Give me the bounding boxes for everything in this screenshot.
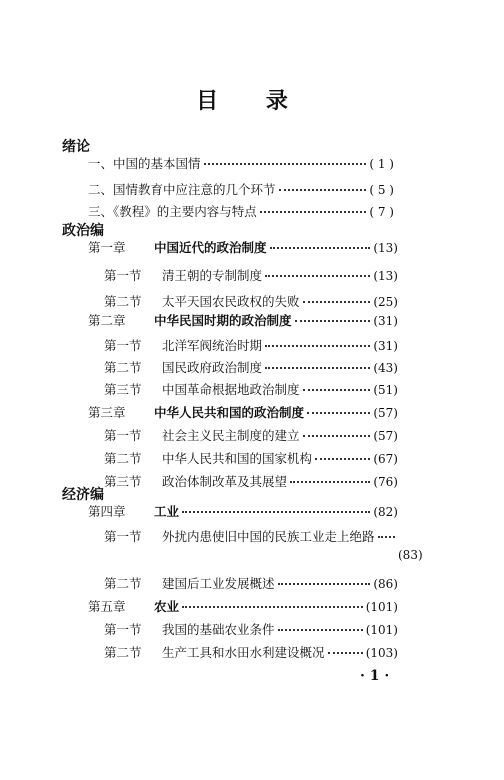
toc-page-number: ( 5 ): [369, 183, 394, 197]
dot-leader: [182, 511, 370, 513]
toc-entry-title: 生产工具和水田水利建设概况: [162, 645, 325, 660]
toc-entry-label: 第三章: [88, 405, 126, 420]
toc-entry-label: 第二节: [104, 451, 142, 466]
toc-page-number: (13): [373, 241, 398, 255]
dot-leader: [260, 211, 367, 213]
toc-entry-label: 第四章: [88, 504, 126, 519]
toc-page-number: (13): [373, 269, 398, 283]
dot-leader: [303, 301, 371, 303]
toc-entry-title: 中华人民共和国的政治制度: [154, 405, 305, 420]
toc-page-number: ( 1 ): [369, 157, 394, 171]
toc-entry-title: 中华民国时期的政治制度: [154, 313, 292, 328]
toc-chapter-entry: [88, 311, 398, 329]
toc-entry-title: 外扰内患使旧中国的民族工业走上绝路: [162, 529, 375, 544]
toc-entry-title: 工业: [154, 504, 180, 519]
toc-page-number: (25): [373, 295, 398, 309]
toc-entry: [88, 202, 394, 220]
section-heading-economy: 经济编: [62, 487, 104, 503]
toc-page-number: (57): [373, 406, 398, 420]
section-heading-intro: 绪论: [62, 139, 90, 155]
toc-entry-title: 政治体制改革及其展望: [162, 474, 288, 489]
toc-entry: [88, 154, 394, 172]
dot-leader: [307, 412, 370, 414]
toc-entry-title: 社会主义民主制度的建立: [162, 428, 300, 443]
toc-section-entry: [104, 266, 398, 284]
toc-entry-label: 第一节: [104, 529, 142, 544]
toc-section-entry: [104, 620, 398, 638]
toc-page-number: (103): [365, 646, 398, 660]
toc-entry-title: 国民政府政治制度: [162, 360, 263, 375]
toc-page-number: (43): [373, 361, 398, 375]
toc-section-entry: [104, 449, 398, 467]
page-title: 目 录: [196, 89, 308, 114]
dot-leader: [278, 629, 363, 631]
dot-leader: [315, 458, 370, 460]
toc-entry-label: 第二节: [104, 576, 142, 591]
toc-entry-title: 我国的基础农业条件: [162, 622, 275, 637]
dot-leader: [303, 389, 371, 391]
toc-entry-label: 第二节: [104, 360, 142, 375]
dot-leader: [182, 606, 363, 608]
toc-page-number: (31): [373, 339, 398, 353]
toc-entry-label: 第五章: [88, 599, 126, 614]
dot-leader: [265, 275, 370, 277]
dot-leader: [265, 345, 370, 347]
toc-section-entry: [104, 472, 398, 490]
toc-page-number: (31): [373, 314, 398, 328]
toc-section-entry: [104, 336, 398, 354]
toc-entry-label: 第二章: [88, 313, 126, 328]
dot-leader: [378, 536, 395, 538]
dot-leader: [295, 320, 371, 322]
toc-entry-title: 中国近代的政治制度: [154, 240, 267, 255]
toc-entry-label: 第一章: [88, 240, 126, 255]
page-folio: · 1 ·: [360, 668, 390, 684]
toc-page-number: (67): [373, 452, 398, 466]
toc-section-entry: [104, 380, 398, 398]
toc-entry-label: 第一节: [104, 338, 142, 353]
toc-page-number: (57): [373, 429, 398, 443]
toc-section-entry: [104, 527, 398, 545]
toc-section-entry: [104, 358, 398, 376]
toc-continuation-page-number: (83): [398, 548, 423, 562]
dot-leader: [290, 481, 370, 483]
toc-entry-title: 太平天国农民政权的失败: [162, 294, 300, 309]
toc-entry-title: 中华人民共和国的国家机构: [162, 451, 313, 466]
dot-leader: [270, 247, 371, 249]
toc-chapter-entry: [88, 502, 398, 520]
toc-chapter-entry: [88, 238, 398, 256]
toc-section-entry: [104, 292, 398, 310]
toc-section-entry: [104, 643, 398, 661]
toc-entry-title: 二、国情教育中应注意的几个环节: [88, 182, 276, 197]
toc-entry-title: 一、中国的基本国情: [88, 156, 201, 171]
toc-page-number: (51): [373, 383, 398, 397]
dot-leader: [303, 435, 371, 437]
dot-leader: [278, 583, 371, 585]
toc-page-number: (101): [365, 623, 398, 637]
toc-entry-label: 第三节: [104, 382, 142, 397]
dot-leader: [265, 367, 370, 369]
toc-chapter-entry: [88, 597, 398, 615]
toc-entry-title: 中国革命根据地政治制度: [162, 382, 300, 397]
toc-entry-title: 三、《教程》的主要内容与特点: [88, 204, 257, 219]
toc-entry-title: 建国后工业发展概述: [162, 576, 275, 591]
toc-entry-label: 第二节: [104, 645, 142, 660]
toc-entry: [88, 180, 394, 198]
toc-entry-label: 第一节: [104, 622, 142, 637]
toc-page-number: ( 7 ): [369, 205, 394, 219]
toc-section-entry: [104, 574, 398, 592]
dot-leader: [204, 163, 367, 165]
toc-entry-label: 第一节: [104, 428, 142, 443]
toc-entry-title: 北洋军阀统治时期: [162, 338, 263, 353]
toc-entry-label: 第三节: [104, 474, 142, 489]
toc-entry-label: 第一节: [104, 268, 142, 283]
toc-entry-title: 清王朝的专制制度: [162, 268, 263, 283]
toc-chapter-entry: [88, 403, 398, 421]
toc-page-number: (82): [373, 505, 398, 519]
section-heading-politics: 政治编: [62, 223, 104, 239]
toc-entry-title: 农业: [154, 599, 180, 614]
dot-leader: [279, 189, 367, 191]
toc-section-entry: [104, 426, 398, 444]
toc-page-number: (86): [373, 577, 398, 591]
toc-entry-label: 第二节: [104, 294, 142, 309]
toc-page-number: (76): [373, 475, 398, 489]
dot-leader: [328, 652, 363, 654]
toc-page-number: (101): [365, 600, 398, 614]
